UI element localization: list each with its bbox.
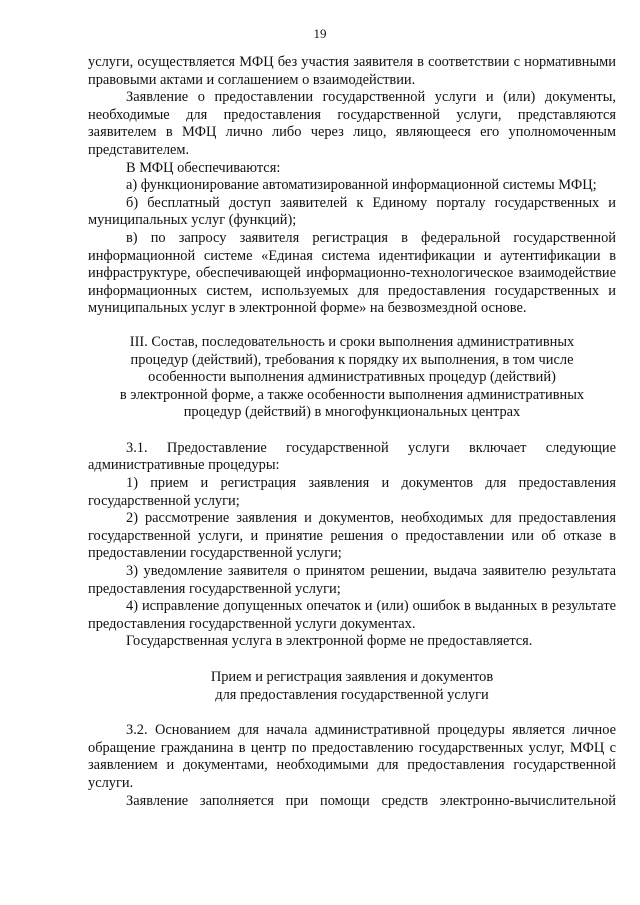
heading-line: в электронной форме, а также особенности выполнения административных xyxy=(119,386,585,403)
heading-line: процедур (действий) в многофункциональных центрах xyxy=(183,404,521,421)
spacer xyxy=(88,704,616,722)
paragraph-application-submission: Заявление о предоставлении государственной услуги и (или) документы, необходимые для предоставления государственной услуги, представляются заявителем в МФЦ лично либо через лицо, являющееся его уполномоченным представителем. xyxy=(88,89,616,158)
procedure-item-2: 2) рассмотрение заявления и документов, необходимых для предоставления государственной услуги, и принятие решения о предоставлении или об отказе в предоставлении государственной услуги; xyxy=(88,510,616,562)
document-body xyxy=(88,54,616,810)
page-number: 19 xyxy=(313,26,327,41)
paragraph-3-1: 3.1. Предоставление государственной услуги включает следующие административные процедуры: xyxy=(88,439,616,474)
list-item-b: б) бесплатный доступ заявителей к Единому порталу государственных и муниципальных услуг (функций); xyxy=(88,194,616,229)
paragraph-continuation: услуги, осуществляется МФЦ без участия заявителя в соответствии с нормативными правовыми актами и соглашением о взаимодействии. xyxy=(88,54,616,88)
heading-line: Прием и регистрация заявления и документов xyxy=(210,669,494,685)
heading-line: особенности выполнения административных процедур (действий) xyxy=(148,369,556,386)
heading-line: III. Состав, последовательность и сроки выполнения административных xyxy=(129,333,575,350)
heading-line: процедур (действий), требования к порядку их выполнения, в том числе xyxy=(130,351,574,368)
paragraph-no-electronic-form: Государственная услуга в электронной форме не предоставляется. xyxy=(126,633,533,650)
list-item-a: а) функционирование автоматизированной информационной системы МФЦ; xyxy=(126,177,597,194)
paragraph-3-2: 3.2. Основанием для начала административной процедуры является личное обращение гражданина в центр по предоставлению государственных услуг, МФЦ с заявлением и документами, необходимыми для предоставления государственной услуги. xyxy=(88,722,616,791)
paragraph-form-filling: Заявление заполняется при помощи средств электронно-вычислительной xyxy=(126,792,616,809)
spacer xyxy=(88,651,616,669)
paragraph-mfc-provides: В МФЦ обеспечиваются: xyxy=(126,159,281,176)
spacer xyxy=(88,318,616,334)
list-item-c: в) по запросу заявителя регистрация в федеральной государственной информационной системе «Единая система идентификации и аутентификации в инфраструктуре, обеспечивающей информационно-технологическое взаимодействие информационных систем, используемых для предоставления государственных и муниципальных услуг в электронной форме» на безвозмездной основе. xyxy=(88,229,616,317)
procedure-item-3: 3) уведомление заявителя о принятом решении, выдача заявителю результата предоставления государственной услуги; xyxy=(88,563,616,597)
section-3-heading xyxy=(88,334,616,422)
heading-line: для предоставления государственной услуги xyxy=(215,686,489,703)
procedure-item-4: 4) исправление допущенных опечаток и (или) ошибок в выданных в результате предоставления государственной услуги документах. xyxy=(88,598,616,632)
reception-heading xyxy=(88,669,616,704)
spacer xyxy=(88,422,616,440)
procedure-item-1: 1) прием и регистрация заявления и документов для предоставления государственной услуги; xyxy=(88,475,616,509)
